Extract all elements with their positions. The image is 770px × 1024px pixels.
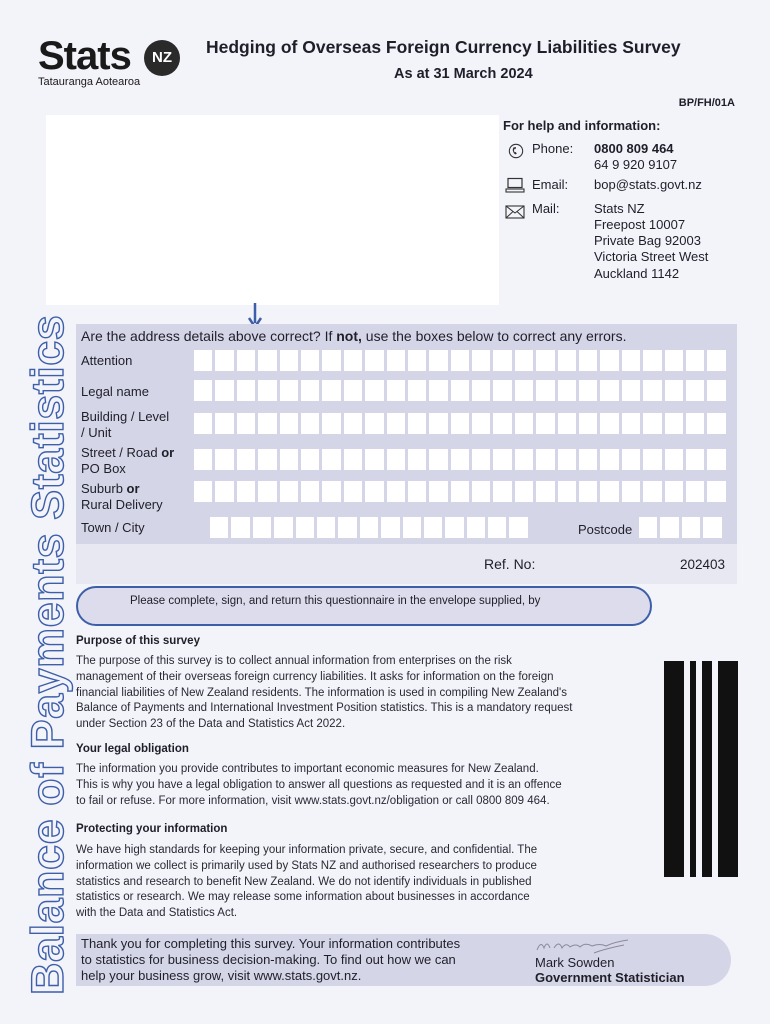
character-box[interactable] [703, 517, 721, 538]
character-box[interactable] [493, 350, 511, 371]
signatory-name: Mark Sowden [535, 955, 615, 970]
character-box[interactable] [536, 481, 554, 502]
character-box[interactable] [322, 350, 340, 371]
return-instruction: Please complete, sign, and return this questionnaire in the envelope supplied, by [130, 595, 541, 607]
character-box[interactable] [665, 481, 683, 502]
survey-title: Hedging of Overseas Foreign Currency Liabilities Survey [206, 37, 681, 57]
character-box[interactable] [643, 350, 661, 371]
character-box[interactable] [622, 380, 640, 401]
character-box[interactable] [622, 350, 640, 371]
character-box[interactable] [707, 380, 725, 401]
character-box[interactable] [258, 350, 276, 371]
street-label: Street / Road or PO Box [81, 445, 175, 476]
character-box[interactable] [365, 380, 383, 401]
character-box[interactable] [194, 481, 212, 502]
character-box[interactable] [301, 350, 319, 371]
character-box[interactable] [301, 481, 319, 502]
address-correct-question: Are the address details above correct? If not, use the boxes below to correct any errors. [81, 328, 627, 344]
help-title: For help and information: [503, 118, 661, 133]
character-box[interactable] [210, 517, 228, 538]
character-box[interactable] [515, 413, 533, 434]
legal-obligation-paragraph: The information you provide contributes to important economic measures for New Zealand. This is why you have a legal obligation to answer all questions as requested and it is an offence to fail or refuse. For more information, visit www.stats.govt.nz/obligation or call 0800 809 464. [76, 763, 562, 807]
character-box[interactable] [472, 449, 490, 470]
character-box[interactable] [365, 449, 383, 470]
character-box[interactable] [237, 380, 255, 401]
character-box[interactable] [317, 517, 335, 538]
character-box[interactable] [686, 380, 704, 401]
thank-you-text: Thank you for completing this survey. Your information contributes to statistics for business decision-making. To find out how we can help your business grow, visit www.stats.govt.nz. [81, 936, 461, 984]
character-box[interactable] [472, 413, 490, 434]
mail-line: Victoria Street West [594, 249, 709, 264]
character-box[interactable] [429, 380, 447, 401]
character-box[interactable] [408, 413, 426, 434]
barcode-bar [718, 661, 738, 877]
character-box[interactable] [579, 350, 597, 371]
character-box[interactable] [493, 481, 511, 502]
character-box[interactable] [536, 449, 554, 470]
email-label: Email: [532, 177, 569, 192]
character-box[interactable] [301, 449, 319, 470]
building-input[interactable] [194, 413, 726, 434]
character-box[interactable] [558, 350, 576, 371]
character-box[interactable] [472, 380, 490, 401]
character-box[interactable] [280, 449, 298, 470]
character-box[interactable] [280, 380, 298, 401]
character-box[interactable] [639, 517, 657, 538]
character-box[interactable] [665, 449, 683, 470]
character-box[interactable] [387, 350, 405, 371]
character-box[interactable] [600, 350, 618, 371]
character-box[interactable] [387, 481, 405, 502]
postcode-label: Postcode [578, 522, 633, 537]
character-box[interactable] [429, 350, 447, 371]
character-box[interactable] [660, 517, 678, 538]
character-box[interactable] [579, 380, 597, 401]
character-box[interactable] [579, 481, 597, 502]
ref-number: 202403 [680, 557, 726, 572]
mail-line: Freepost 10007 [594, 217, 686, 232]
character-box[interactable] [322, 481, 340, 502]
character-box[interactable] [707, 449, 725, 470]
character-box[interactable] [424, 517, 442, 538]
character-box[interactable] [472, 350, 490, 371]
character-box[interactable] [237, 449, 255, 470]
character-box[interactable] [643, 481, 661, 502]
building-label: Building / Level / Unit [81, 409, 170, 440]
purpose-paragraph: The purpose of this survey is to collect annual information from enterprises on the risk management of their overseas foreign currency liabilities. It asks for information on the foreign financial liabilities of New Zealand residents. The information is used in compiling New Zealand's Balance of Payments and International Investment Position statistics. This is a mandatory request under Section 23 of the Data and Statistics Act 2022. [76, 655, 573, 731]
character-box[interactable] [493, 380, 511, 401]
character-box[interactable] [643, 380, 661, 401]
character-box[interactable] [280, 481, 298, 502]
character-box[interactable] [579, 449, 597, 470]
protecting-heading: Protecting your information [76, 823, 228, 835]
character-box[interactable] [600, 413, 618, 434]
form-code: BP/FH/01A [678, 97, 735, 109]
character-box[interactable] [707, 350, 725, 371]
character-box[interactable] [467, 517, 485, 538]
character-box[interactable] [215, 380, 233, 401]
character-box[interactable] [472, 481, 490, 502]
character-box[interactable] [296, 517, 314, 538]
legal-name-label: Legal name [81, 384, 149, 399]
signatory-title: Government Statistician [535, 970, 685, 985]
mail-line: Stats NZ [594, 201, 645, 216]
town-label: Town / City [81, 520, 145, 535]
character-box[interactable] [493, 413, 511, 434]
character-box[interactable] [493, 449, 511, 470]
character-box[interactable] [488, 517, 506, 538]
character-box[interactable] [665, 350, 683, 371]
character-box[interactable] [403, 517, 421, 538]
character-box[interactable] [301, 413, 319, 434]
character-box[interactable] [258, 413, 276, 434]
character-box[interactable] [237, 481, 255, 502]
character-box[interactable] [451, 413, 469, 434]
character-box[interactable] [365, 481, 383, 502]
character-box[interactable] [622, 413, 640, 434]
character-box[interactable] [451, 481, 469, 502]
character-box[interactable] [301, 380, 319, 401]
character-box[interactable] [682, 517, 700, 538]
character-box[interactable] [381, 517, 399, 538]
character-box[interactable] [515, 350, 533, 371]
character-box[interactable] [429, 413, 447, 434]
character-box[interactable] [322, 449, 340, 470]
character-box[interactable] [344, 413, 362, 434]
character-box[interactable] [194, 413, 212, 434]
character-box[interactable] [237, 413, 255, 434]
computer-icon [505, 177, 525, 193]
character-box[interactable] [344, 449, 362, 470]
logo-subtitle: Tatauranga Aotearoa [38, 76, 141, 88]
street-input[interactable] [194, 449, 726, 470]
character-box[interactable] [387, 413, 405, 434]
town-input[interactable] [210, 517, 528, 538]
character-box[interactable] [258, 481, 276, 502]
character-box[interactable] [258, 449, 276, 470]
phone-label: Phone: [532, 141, 574, 156]
protecting-paragraph: We have high standards for keeping your information private, secure, and confidential. The information we collect is primarily used by Stats NZ and authorised researchers to produce statistics and research to benefit New Zealand. We do not identify individuals in published statistics or research. We may release some information about businesses in accordance with the Data and Statistics Act. [76, 844, 538, 920]
phone-number-primary: 0800 809 464 [594, 141, 674, 156]
postcode-input[interactable] [639, 517, 722, 538]
phone-icon [506, 143, 526, 159]
character-box[interactable] [365, 350, 383, 371]
character-box[interactable] [365, 413, 383, 434]
character-box[interactable] [686, 481, 704, 502]
email-address[interactable]: bop@stats.govt.nz [594, 177, 702, 192]
mail-line: Auckland 1142 [594, 266, 680, 281]
signature-image [534, 936, 644, 956]
character-box[interactable] [408, 481, 426, 502]
character-box[interactable] [643, 413, 661, 434]
mail-label: Mail: [532, 201, 560, 216]
character-box[interactable] [258, 380, 276, 401]
character-box[interactable] [445, 517, 463, 538]
character-box[interactable] [274, 517, 292, 538]
stats-logo-word: Stats [38, 34, 131, 78]
character-box[interactable] [344, 481, 362, 502]
character-box[interactable] [686, 413, 704, 434]
character-box[interactable] [253, 517, 271, 538]
character-box[interactable] [600, 380, 618, 401]
envelope-icon [505, 204, 525, 220]
character-box[interactable] [665, 413, 683, 434]
character-box[interactable] [558, 380, 576, 401]
phone-number-secondary: 64 9 920 9107 [594, 157, 678, 172]
character-box[interactable] [536, 380, 554, 401]
character-box[interactable] [194, 350, 212, 371]
character-box[interactable] [429, 481, 447, 502]
attention-input[interactable] [194, 350, 726, 371]
character-box[interactable] [387, 449, 405, 470]
character-box[interactable] [558, 413, 576, 434]
survey-date: As at 31 March 2024 [394, 66, 533, 82]
character-box[interactable] [429, 449, 447, 470]
character-box[interactable] [322, 380, 340, 401]
character-box[interactable] [536, 413, 554, 434]
character-box[interactable] [408, 449, 426, 470]
character-box[interactable] [536, 350, 554, 371]
character-box[interactable] [515, 380, 533, 401]
character-box[interactable] [231, 517, 249, 538]
address-window [46, 115, 499, 305]
barcode-bar [690, 661, 696, 877]
character-box[interactable] [558, 481, 576, 502]
character-box[interactable] [515, 449, 533, 470]
character-box[interactable] [215, 350, 233, 371]
legal-obligation-heading: Your legal obligation [76, 743, 189, 755]
character-box[interactable] [707, 481, 725, 502]
character-box[interactable] [360, 517, 378, 538]
character-box[interactable] [686, 350, 704, 371]
character-box[interactable] [707, 413, 725, 434]
character-box[interactable] [665, 380, 683, 401]
reference-strip [76, 544, 737, 584]
character-box[interactable] [280, 350, 298, 371]
character-box[interactable] [387, 380, 405, 401]
character-box[interactable] [408, 350, 426, 371]
character-box[interactable] [194, 380, 212, 401]
character-box[interactable] [622, 481, 640, 502]
side-title: Balance of Payments Statistics [22, 314, 73, 995]
character-box[interactable] [600, 481, 618, 502]
character-box[interactable] [322, 413, 340, 434]
character-box[interactable] [451, 350, 469, 371]
character-box[interactable] [280, 413, 298, 434]
character-box[interactable] [215, 413, 233, 434]
character-box[interactable] [237, 350, 255, 371]
character-box[interactable] [643, 449, 661, 470]
suburb-input[interactable] [194, 481, 726, 502]
mail-line: Private Bag 92003 [594, 233, 701, 248]
character-box[interactable] [600, 449, 618, 470]
character-box[interactable] [451, 380, 469, 401]
nz-logo-badge: NZ [144, 40, 180, 76]
ref-label: Ref. No: [484, 556, 536, 572]
character-box[interactable] [515, 481, 533, 502]
legal-name-input[interactable] [194, 380, 726, 401]
character-box[interactable] [451, 449, 469, 470]
barcode-bar [702, 661, 712, 877]
barcode-bar [664, 661, 684, 877]
character-box[interactable] [194, 449, 212, 470]
character-box[interactable] [579, 413, 597, 434]
character-box[interactable] [686, 449, 704, 470]
attention-label: Attention [81, 353, 133, 368]
character-box[interactable] [622, 449, 640, 470]
character-box[interactable] [344, 380, 362, 401]
character-box[interactable] [344, 350, 362, 371]
character-box[interactable] [338, 517, 356, 538]
character-box[interactable] [509, 517, 527, 538]
character-box[interactable] [215, 481, 233, 502]
suburb-label: Suburb or Rural Delivery [81, 481, 163, 512]
character-box[interactable] [408, 380, 426, 401]
purpose-heading: Purpose of this survey [76, 635, 200, 647]
character-box[interactable] [215, 449, 233, 470]
character-box[interactable] [558, 449, 576, 470]
